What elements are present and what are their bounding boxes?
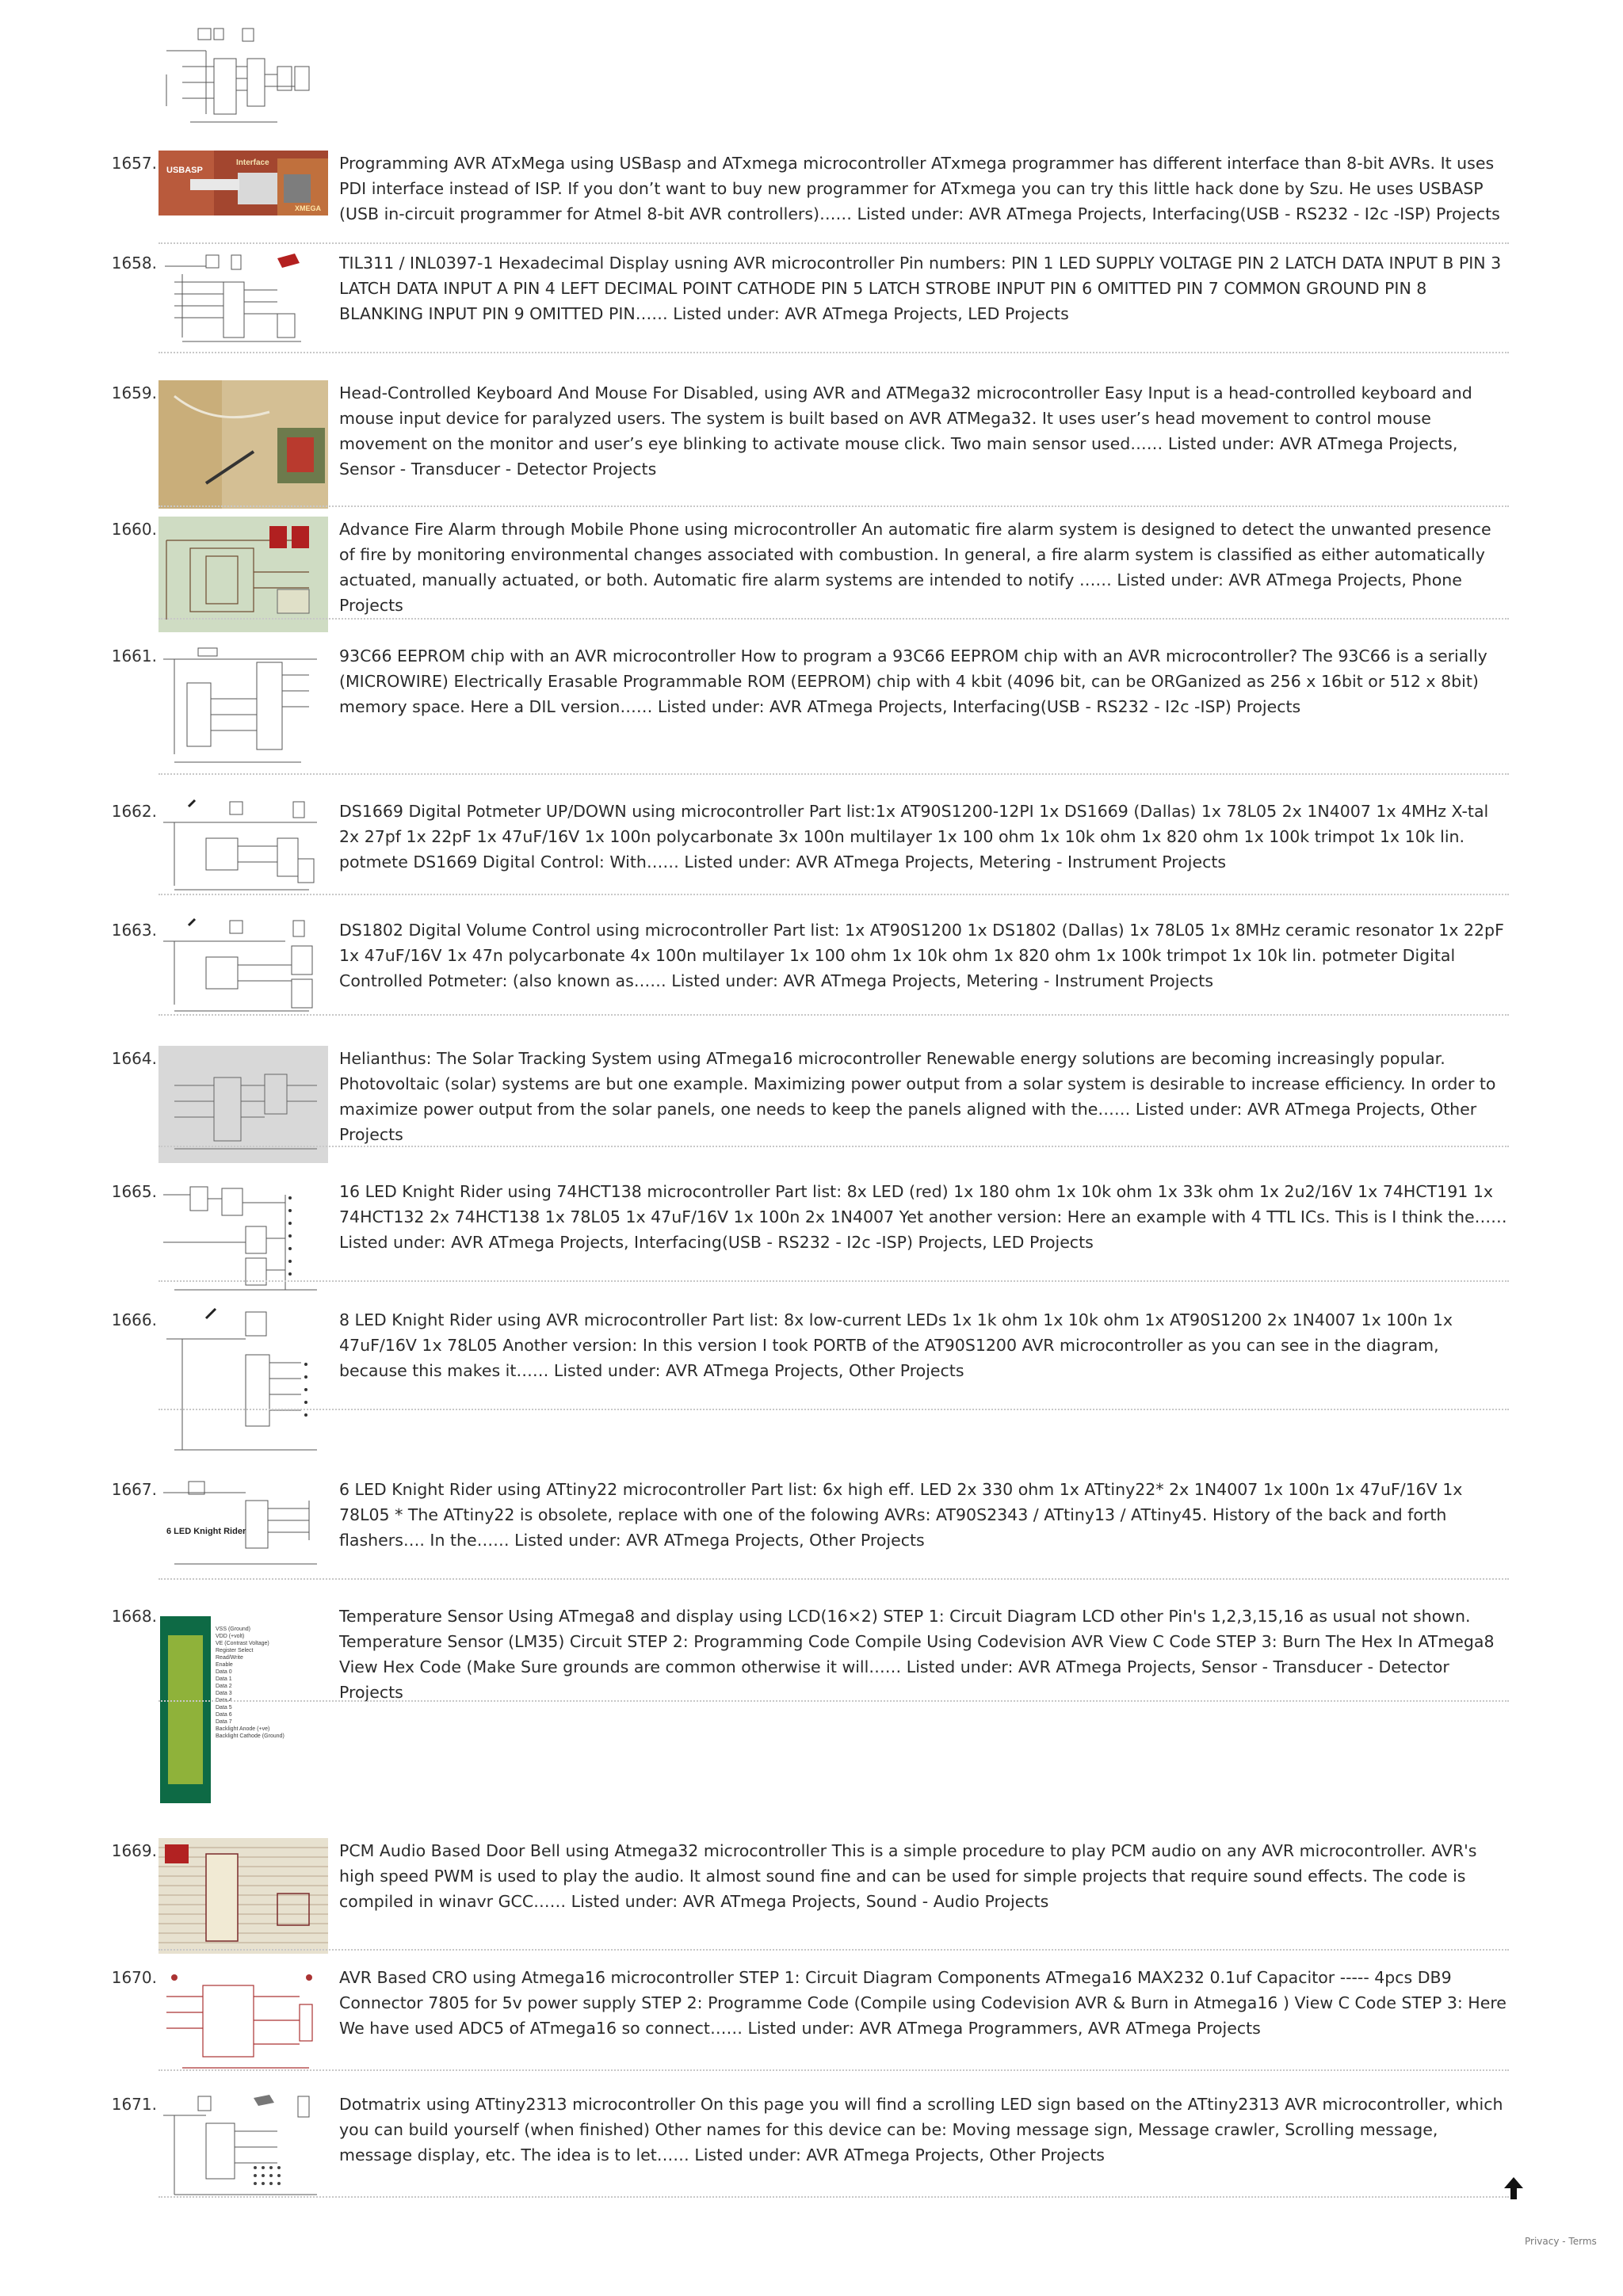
project-description[interactable]: Head-Controlled Keyboard And Mouse For Disabled, using AVR and ATMega32 microcontroller Easy Input is a head-controlled keyboard and mouse input device for paralyzed users. The system is built based on AVR ATMega32. It uses user’s head movement to control mouse movement on the monitor and user’s eye blinking to activate mouse click. Two main sensor used…… Listed under: AVR ATmega Projects, Sensor - Transducer - Detector Projects: [339, 383, 1472, 479]
svg-text:VE (Contrast Voltage): VE (Contrast Voltage): [216, 1641, 269, 1646]
project-thumbnail[interactable]: [158, 917, 328, 1016]
divider: [158, 1146, 1509, 1147]
thumb-label: USBASP: [166, 166, 203, 175]
thumb-label: 6 LED Knight Rider: [166, 1527, 246, 1536]
project-description[interactable]: TIL311 / INL0397-1 Hexadecimal Display usning AVR microcontroller Pin numbers: PIN 1 LED SUPPLY VOLTAGE PIN 2 LATCH DATA INPUT B PIN 3 LATCH DATA INPUT A PIN 4 LEFT DECIMAL POINT CATHODE PIN 5 LATCH STROBE INPUT PIN 6 OMITTED PIN 7 COMMON GROUND PIN 8 BLANKING INPUT PIN 9 OMITTED PIN…… Listed under: AVR ATmega Projects, LED Projects: [339, 254, 1502, 323]
svg-text:Register Select: Register Select: [216, 1648, 254, 1653]
divider: [158, 894, 1509, 895]
svg-text:Data 5: Data 5: [216, 1705, 232, 1711]
project-thumbnail[interactable]: [158, 1604, 328, 1806]
item-number: 1659.: [111, 383, 157, 402]
thumb-label: Interface: [236, 158, 269, 167]
svg-text:VDD (+volt): VDD (+volt): [216, 1634, 245, 1639]
svg-text:Data 6: Data 6: [216, 1712, 232, 1718]
project-description[interactable]: 6 LED Knight Rider using ATtiny22 microcontroller Part list: 6x high eff. LED 2x 330 ohm 1x ATtiny22* 2x 1N4007 1x 100n 1x 47uF/16V 1x 78L05 * The ATtiny22 is obsolete, replace with one of the folowing AVRs: AT90S2343 / ATtiny13 / ATtiny45. History of the back and forth flashers…. In the…… Listed under: AVR ATmega Projects, Other Projects: [339, 1480, 1463, 1550]
project-thumbnail[interactable]: [158, 1179, 328, 1296]
item-number: 1665.: [111, 1182, 157, 1201]
divider: [158, 1949, 1509, 1951]
footer-separator: -: [1559, 2236, 1569, 2247]
project-description[interactable]: DS1802 Digital Volume Control using microcontroller Part list: 1x AT90S1200 1x DS1802 (Dallas) 1x 78L05 1x 8MHz ceramic resonator 1x 22pF 1x 47uF/16V 1x 47n polycarbonate 4x 100n multilayer 1x 100 ohm 1x 10k ohm 1x 820 ohm 1x 100k trimpot 1x 10k lin. potmeter Digital Controlled Potmeter: (also known as…… Listed under: AVR ATmega Projects, Metering - Instrument Projects: [339, 921, 1504, 990]
project-thumbnail[interactable]: [158, 517, 328, 632]
project-thumbnail[interactable]: [158, 1477, 328, 1577]
divider: [158, 618, 1509, 620]
footer-links: [1525, 2236, 1597, 2247]
divider: [158, 1280, 1509, 1282]
svg-text:VSS (Ground): VSS (Ground): [216, 1627, 250, 1632]
item-number: 1666.: [111, 1310, 157, 1329]
divider: [158, 1409, 1509, 1410]
divider: [158, 1700, 1509, 1702]
item-number: 1660.: [111, 520, 157, 539]
svg-text:Data 2: Data 2: [216, 1684, 232, 1689]
svg-text:Enable: Enable: [216, 1662, 233, 1668]
project-thumbnail[interactable]: [158, 380, 328, 509]
project-description[interactable]: 8 LED Knight Rider using AVR microcontroller Part list: 8x low-current LEDs 1x 1k ohm 1x 10k ohm 1x AT90S1200 2x 1N4007 1x 100n 1x 47uF/16V 1x 78L05 Another version: In this version I took PORTB of the AT90S1200 AVR microcontroller as you can see in the diagram, because this makes it…… Listed under: AVR ATmega Projects, Other Projects: [339, 1310, 1453, 1380]
svg-text:Data 7: Data 7: [216, 1719, 232, 1725]
divider: [158, 773, 1509, 775]
project-thumbnail[interactable]: [158, 1307, 328, 1455]
project-thumbnail[interactable]: [158, 250, 328, 350]
item-number: 1669.: [111, 1841, 157, 1860]
scroll-to-top-button[interactable]: [1503, 2176, 1525, 2203]
svg-text:Data 3: Data 3: [216, 1691, 232, 1696]
item-number: 1671.: [111, 2095, 157, 2114]
project-description[interactable]: Temperature Sensor Using ATmega8 and display using LCD(16×2) STEP 1: Circuit Diagram LCD other Pin's 1,2,3,15,16 as usual not shown. Temperature Sensor (LM35) Circuit STEP 2: Programming Code Compile Using Codevision AVR View C Code STEP 3: Burn The Hex In ATmega8 View Hex Code (Make Sure grounds are common otherwise it will…… Listed under: AVR ATmega Projects, Sensor - Transducer - Detector Projects: [339, 1607, 1495, 1702]
project-description[interactable]: Programming AVR ATxMega using USBasp and ATxmega microcontroller ATxmega programmer has different interface than 8-bit AVRs. It uses PDI interface instead of ISP. If you don’t want to buy new programmer for ATxmega you can try this little hack done by Szu. He uses USBASP (USB in-circuit programmer for Atmel 8-bit AVR controllers)…… Listed under: AVR ATmega Projects, Interfacing(USB - RS232 - I2c -ISP) Projects: [339, 154, 1500, 223]
project-thumbnail[interactable]: [158, 799, 328, 897]
svg-text:Backlight Cathode (Ground): Backlight Cathode (Ground): [216, 1733, 285, 1739]
item-number: 1663.: [111, 921, 157, 940]
item-number: 1661.: [111, 646, 157, 666]
item-number: 1662.: [111, 802, 157, 821]
item-number: 1667.: [111, 1480, 157, 1499]
item-number: 1657.: [111, 154, 157, 173]
project-description[interactable]: PCM Audio Based Door Bell using Atmega32 microcontroller This is a simple procedure to play PCM audio on any AVR microcontroller. AVR's high speed PWM is used to play the audio. It almost sound fine and can be used for simple projects that require sound effects. The code is compiled in winavr GCC…… Listed under: AVR ATmega Projects, Sound - Audio Projects: [339, 1841, 1477, 1911]
project-description[interactable]: 16 LED Knight Rider using 74HCT138 microcontroller Part list: 8x LED (red) 1x 180 ohm 1x 10k ohm 1x 33k ohm 1x 2u2/16V 1x 74HCT191 1x 74HCT132 2x 74HCT138 1x 78L05 1x 47uF/16V 1x 100n 2x 1N4007 Yet another version: Here an example with 4 TTL ICs. This is I think the…… Listed under: AVR ATmega Projects, Interfacing(USB - RS232 - I2c -ISP) Projects, LED Projects: [339, 1182, 1507, 1252]
project-thumbnail[interactable]: [158, 1965, 328, 2074]
svg-text:Backlight Anode (+ve): Backlight Anode (+ve): [216, 1726, 270, 1732]
terms-link[interactable]: Terms: [1568, 2236, 1597, 2247]
project-description[interactable]: AVR Based CRO using Atmega16 microcontroller STEP 1: Circuit Diagram Components ATmega16 MAX232 0.1uf Capacitor ----- 4pcs DB9 Connector 7805 for 5v power supply STEP 2: Programme Code (Compile using Codevision AVR & Burn in Atmega16 ) View C Code STEP 3: Here We have used ADC5 of ATmega16 so connect…… Listed under: AVR ATmega Programmers, AVR ATmega Projects: [339, 1968, 1507, 2038]
svg-text:Data 0: Data 0: [216, 1669, 232, 1675]
project-thumbnail[interactable]: [158, 1838, 328, 1954]
divider: [158, 1578, 1509, 1580]
divider: [158, 505, 1509, 507]
project-description[interactable]: Advance Fire Alarm through Mobile Phone using microcontroller An automatic fire alarm system is designed to detect the unwanted presence of fire by monitoring environmental changes associated with combustion. In general, a fire alarm system is classified as either automatically actuated, manually actuated, or both. Automatic fire alarm systems are intended to notify …… Listed under: AVR ATmega Projects, Phone Projects: [339, 520, 1491, 615]
svg-text:Data 1: Data 1: [216, 1676, 232, 1682]
divider: [158, 2069, 1509, 2071]
divider: [158, 1014, 1509, 1016]
project-description[interactable]: 93C66 EEPROM chip with an AVR microcontroller How to program a 93C66 EEPROM chip with an AVR microcontroller? The 93C66 is a serially (MICROWIRE) Electrically Erasable Programmable ROM (EEPROM) chip with 4 kbit (4096 bit, can be ORGanized as 256 x 16bit or 512 x 8bit) memory space. Here a DIL version…… Listed under: AVR ATmega Projects, Interfacing(USB - RS232 - I2c -ISP) Projects: [339, 646, 1487, 716]
project-thumbnail[interactable]: [158, 643, 328, 770]
project-description[interactable]: Helianthus: The Solar Tracking System using ATmega16 microcontroller Renewable energy solutions are becoming increasingly popular. Photovoltaic (solar) systems are but one example. Maximizing power output from a solar system is desirable to increase efficiency. In order to maximize power output from the solar panels, one needs to keep the panels aligned with the…… Listed under: AVR ATmega Projects, Other Projects: [339, 1049, 1496, 1144]
divider: [158, 2196, 1509, 2198]
project-thumbnail[interactable]: [158, 151, 328, 215]
svg-text:Data 4: Data 4: [216, 1698, 232, 1703]
project-thumbnail[interactable]: [158, 2092, 328, 2199]
thumb-label: XMEGA: [295, 204, 322, 212]
project-description[interactable]: DS1669 Digital Potmeter UP/DOWN using microcontroller Part list:1x AT90S1200-12PI 1x DS1669 (Dallas) 1x 78L05 2x 1N4007 1x 4MHz X-tal 2x 27pf 1x 22pF 1x 47uF/16V 1x 100n polycarbonate 3x 100n multilayer 1x 100 ohm 1x 10k ohm 1x 820 ohm 1x 100k trimpot 1x 10k lin. potmete DS1669 Digital Control: With…… Listed under: AVR ATmega Projects, Metering - Instrument Projects: [339, 802, 1489, 871]
item-number: 1658.: [111, 254, 157, 273]
item-number: 1664.: [111, 1049, 157, 1068]
divider: [158, 352, 1509, 353]
item-number: 1668.: [111, 1607, 157, 1626]
svg-text:Read/Write: Read/Write: [216, 1655, 243, 1661]
schematic-thumbnail[interactable]: [158, 19, 325, 132]
item-number: 1670.: [111, 1968, 157, 1987]
privacy-link[interactable]: Privacy: [1525, 2236, 1560, 2247]
divider: [158, 242, 1509, 244]
arrow-up-icon: [1503, 2176, 1525, 2203]
project-description[interactable]: Dotmatrix using ATtiny2313 microcontroller On this page you will find a scrolling LED sign based on the ATtiny2313 AVR microcontroller, which you can build yourself (when finished) Other names for this device can be: Moving message sign, Message crawler, Scrolling message, message display, etc. The idea is to let…… Listed under: AVR ATmega Projects, Other Projects: [339, 2095, 1503, 2164]
